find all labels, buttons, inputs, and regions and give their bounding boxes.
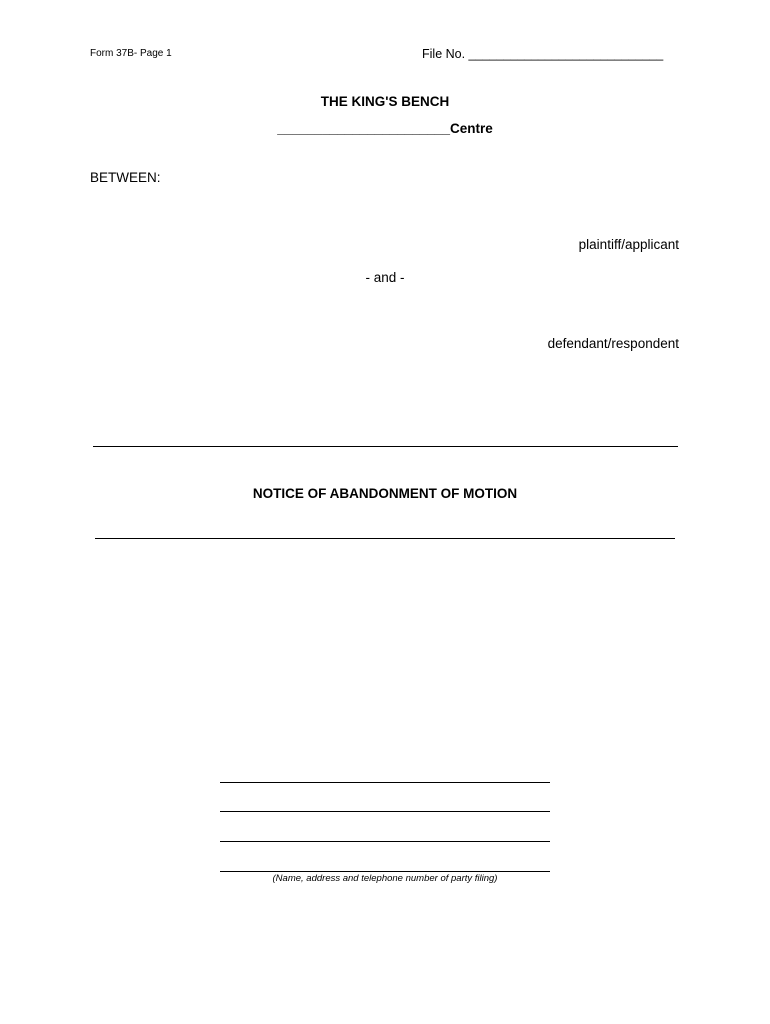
form-identifier: Form 37B- Page 1 — [90, 48, 172, 59]
between-label: BETWEEN: — [90, 170, 161, 185]
parties-separator: - and - — [365, 270, 405, 285]
party-info-line-3 — [220, 841, 550, 842]
party-info-line-2 — [220, 811, 550, 812]
title-rule-bottom — [95, 538, 675, 539]
title-rule-top — [93, 446, 678, 447]
court-title: THE KING'S BENCH — [320, 94, 450, 109]
file-number-field: File No. ____________________________ — [422, 47, 664, 61]
party-info-line-1 — [220, 782, 550, 783]
court-centre-line: _______________________Centre — [277, 121, 493, 136]
plaintiff-role-label: plaintiff/applicant — [578, 237, 679, 252]
party-info-caption: (Name, address and telephone number of party filing) — [272, 873, 498, 884]
defendant-role-label: defendant/respondent — [547, 336, 679, 351]
party-info-line-4 — [220, 871, 550, 872]
document-title: NOTICE OF ABANDONMENT OF MOTION — [252, 486, 518, 501]
